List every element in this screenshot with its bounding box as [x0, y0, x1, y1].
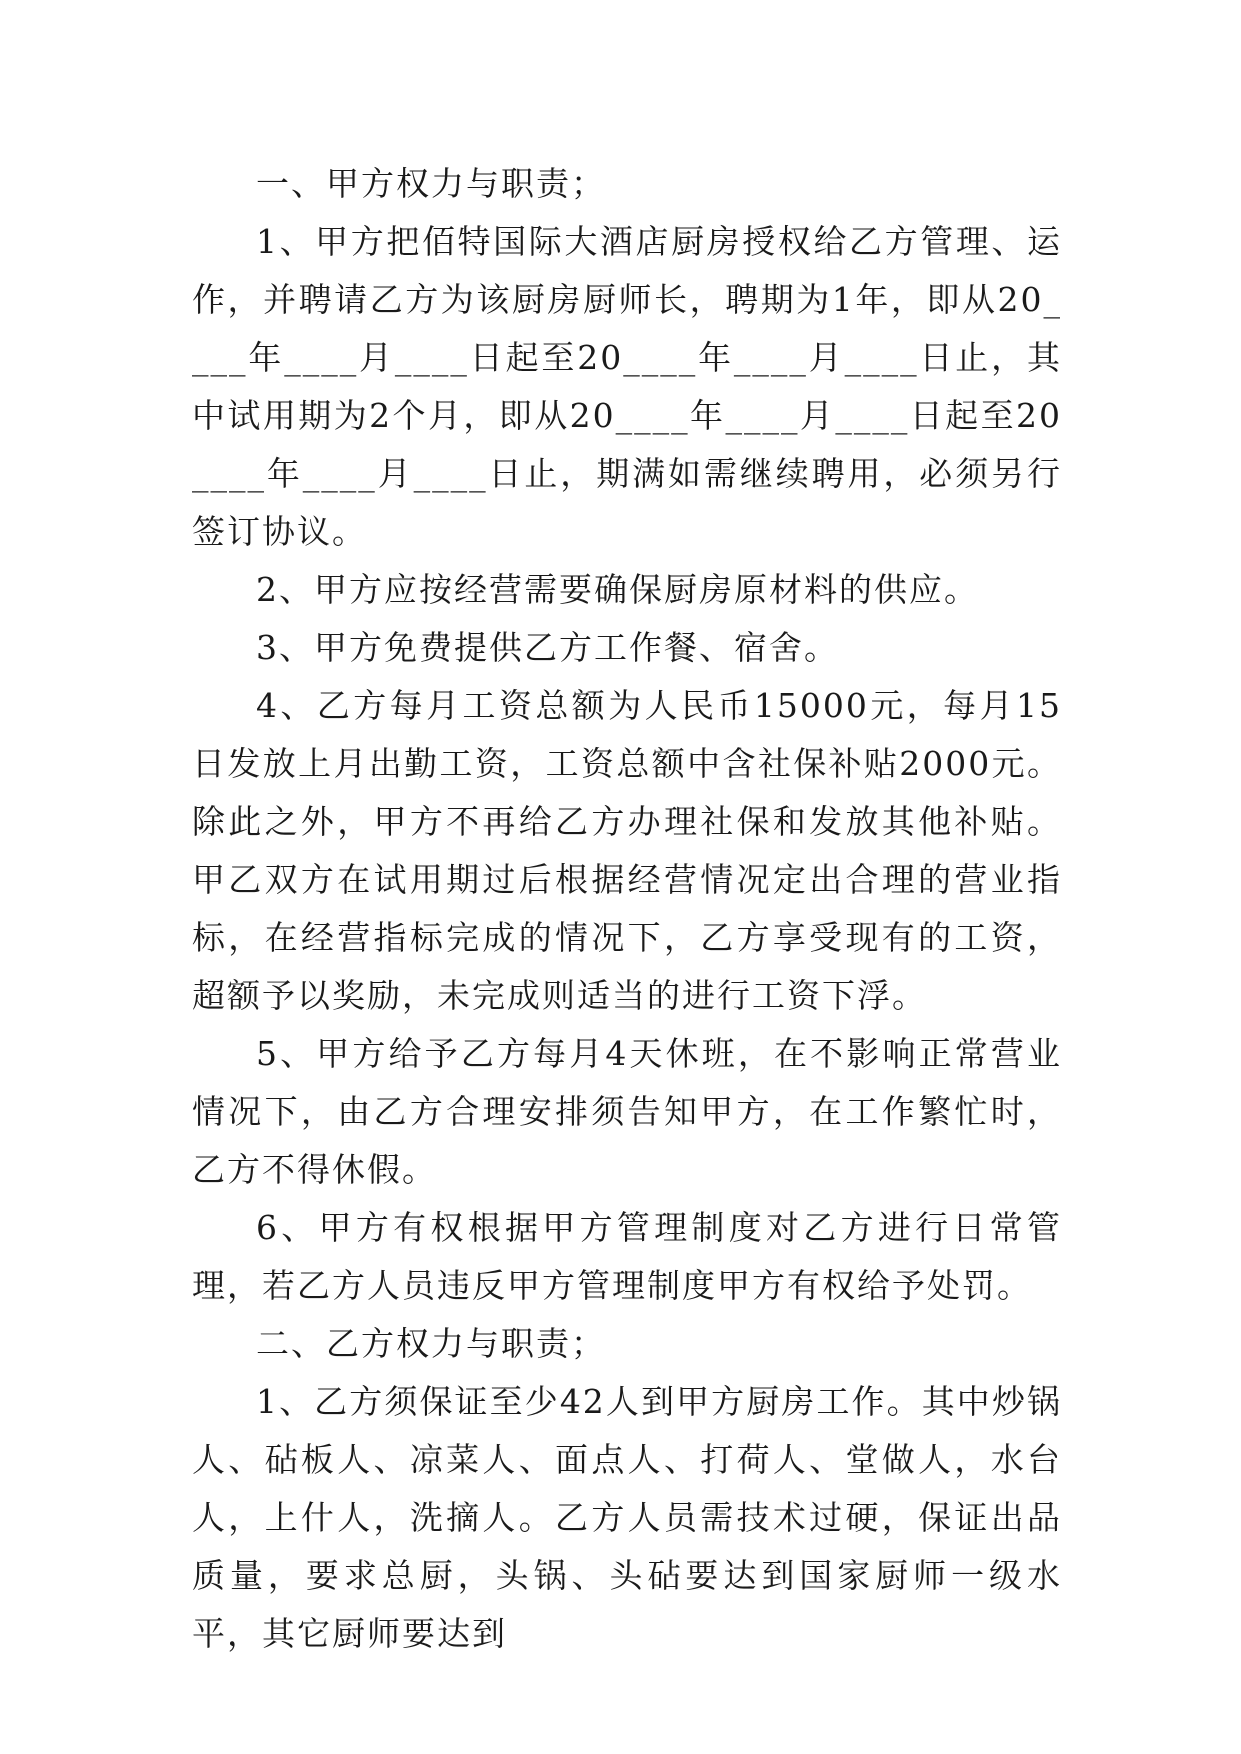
paragraph-a4-salary: 4、乙方每月工资总额为人民币15000元，每月15日发放上月出勤工资，工资总额中含社保补贴2000元。除此之外，甲方不再给乙方办理社保和发放其他补贴。甲乙双方在试用期过后根据经营情况定出合理的营业指标，在经营指标完成的情况下，乙方享受现有的工资，超额予以奖励，未完成则适当的进行工资下浮。	[192, 686, 1062, 1015]
section-heading-party-a: 一、甲方权力与职责；	[256, 164, 606, 203]
paragraph-a2-materials: 2、甲方应按经营需要确保厨房原材料的供应。	[256, 570, 979, 609]
paragraph-a1-authorization: 1、甲方把佰特国际大酒店厨房授权给乙方管理、运作，并聘请乙方为该厨房厨师长，聘期为1年，即从20____年____月____日起至20____年____月____日止，其中试用期为2个月，即从20____年____月____日起至20____年____月____日止，期满如需继续聘用，必须另行签订协议。	[192, 222, 1062, 551]
section-heading-party-b: 二、乙方权力与职责；	[256, 1324, 606, 1363]
paragraph-b1-staffing: 1、乙方须保证至少42人到甲方厨房工作。其中炒锅人、砧板人、凉菜人、面点人、打荷人、堂做人，水台人，上什人，洗摘人。乙方人员需技术过硬，保证出品质量，要求总厨，头锅、头砧要达到国家厨师一级水平，其它厨师要达到	[192, 1382, 1062, 1653]
paragraph-a5-leave: 5、甲方给予乙方每月4天休班，在不影响正常营业情况下，由乙方合理安排须告知甲方，在工作繁忙时，乙方不得休假。	[192, 1034, 1062, 1189]
paragraph-a3-meals: 3、甲方免费提供乙方工作餐、宿舍。	[256, 628, 839, 667]
paragraph-a6-management: 6、甲方有权根据甲方管理制度对乙方进行日常管理，若乙方人员违反甲方管理制度甲方有权给予处罚。	[192, 1208, 1062, 1305]
document-body	[192, 155, 1062, 1663]
